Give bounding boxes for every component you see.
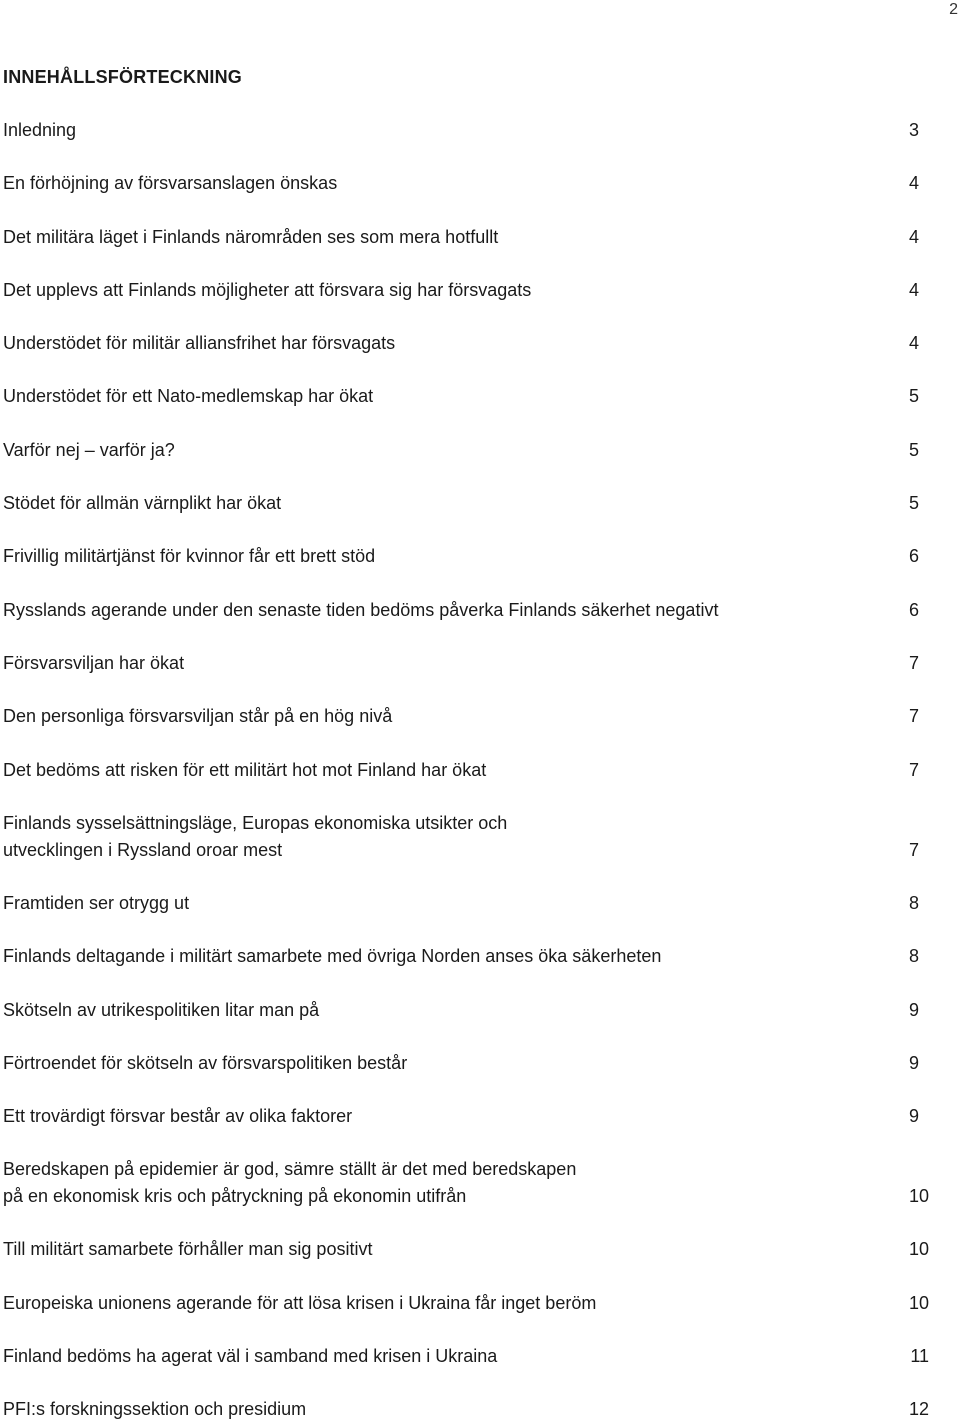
toc-entry-title[interactable]: Inledning — [3, 120, 77, 140]
toc-entry-title[interactable]: Ett trovärdigt försvar består av olika faktorer — [3, 1106, 353, 1126]
toc-entry-page[interactable]: 6 — [908, 546, 919, 566]
toc-entry-title-line2[interactable]: utvecklingen i Ryssland oroar mest — [3, 840, 283, 860]
toc-entry-title-line1[interactable]: Finlands sysselsättningsläge, Europas ekonomiska utsikter och — [3, 813, 508, 833]
toc-entry-title[interactable]: Finlands deltagande i militärt samarbete med övriga Norden anses öka säkerheten — [3, 946, 662, 966]
toc-entry-page[interactable]: 5 — [908, 386, 919, 406]
toc-entry-page[interactable]: 7 — [908, 706, 919, 726]
toc-entry-page[interactable]: 12 — [908, 1399, 929, 1419]
toc-entry-page[interactable]: 4 — [908, 173, 919, 193]
toc-entry-title[interactable]: Skötseln av utrikespolitiken litar man på — [3, 1000, 320, 1020]
toc-entry-page[interactable]: 8 — [908, 893, 919, 913]
toc-entry-title-line1[interactable]: Beredskapen på epidemier är god, sämre ställt är det med beredskapen — [3, 1159, 577, 1179]
toc-entry-title[interactable]: PFI:s forskningssektion och presidium — [3, 1399, 307, 1419]
page-number: 2 — [949, 1, 958, 18]
toc-entry-page[interactable]: 10 — [908, 1239, 929, 1259]
toc-entry-title[interactable]: Det militära läget i Finlands närområden ses som mera hotfullt — [3, 227, 499, 247]
toc-entry-title[interactable]: Försvarsviljan har ökat — [3, 653, 185, 673]
toc-entry-title[interactable]: Förtroendet för skötseln av försvarspolitiken består — [3, 1053, 408, 1073]
toc-entry-title[interactable]: Framtiden ser otrygg ut — [3, 893, 190, 913]
toc-entry-page[interactable]: 9 — [908, 1106, 919, 1126]
toc-entry-page[interactable]: 4 — [908, 227, 919, 247]
toc-entry-page[interactable]: 9 — [908, 1053, 919, 1073]
toc-entry-title[interactable]: Understödet för militär alliansfrihet har försvagats — [3, 333, 396, 353]
toc-entry-title[interactable]: Till militärt samarbete förhåller man sig positivt — [3, 1239, 373, 1259]
toc-entry-page[interactable]: 6 — [908, 600, 919, 620]
toc-entry-page[interactable]: 5 — [908, 493, 919, 513]
toc-entry-page[interactable]: 7 — [908, 760, 919, 780]
toc-entry-page[interactable]: 7 — [908, 840, 919, 860]
toc-entry-page[interactable]: 4 — [908, 333, 919, 353]
toc-entry-title[interactable]: Stödet för allmän värnplikt har ökat — [3, 493, 282, 513]
toc-entry-title[interactable]: Rysslands agerande under den senaste tiden bedöms påverka Finlands säkerhet negativt — [3, 600, 719, 620]
toc-entry-title[interactable]: Det bedöms att risken för ett militärt hot mot Finland har ökat — [3, 760, 487, 780]
toc-entry-title[interactable]: En förhöjning av försvarsanslagen önskas — [3, 173, 338, 193]
toc-entry-page[interactable]: 8 — [908, 946, 919, 966]
toc-entry-page[interactable]: 11 — [910, 1346, 929, 1366]
toc-entry-page[interactable]: 10 — [908, 1186, 929, 1206]
toc-entry-page[interactable]: 9 — [908, 1000, 919, 1020]
toc-entry-title[interactable]: Det upplevs att Finlands möjligheter att försvara sig har försvagats — [3, 280, 532, 300]
toc-entry-title[interactable]: Den personliga försvarsviljan står på en hög nivå — [3, 706, 393, 726]
toc-entry-page[interactable]: 7 — [908, 653, 919, 673]
toc-entry-title[interactable]: Varför nej – varför ja? — [3, 440, 175, 460]
toc-entry-page[interactable]: 4 — [908, 280, 919, 300]
toc-entry-page[interactable]: 3 — [908, 120, 919, 140]
toc-entry-page[interactable]: 5 — [908, 440, 919, 460]
toc-entry-title[interactable]: Understödet för ett Nato-medlemskap har ökat — [3, 386, 374, 406]
toc-entry-page[interactable]: 10 — [908, 1293, 929, 1313]
toc-entry-title[interactable]: Frivillig militärtjänst för kvinnor får ett brett stöd — [3, 546, 376, 566]
toc-entry-title[interactable]: Finland bedöms ha agerat väl i samband med krisen i Ukraina — [3, 1346, 498, 1366]
toc-entry-title-line2[interactable]: på en ekonomisk kris och påtryckning på ekonomin utifrån — [3, 1186, 467, 1206]
toc-entry-title[interactable]: Europeiska unionens agerande för att lösa krisen i Ukraina får inget beröm — [3, 1293, 597, 1313]
toc-heading: INNEHÅLLSFÖRTECKNING — [3, 67, 242, 87]
